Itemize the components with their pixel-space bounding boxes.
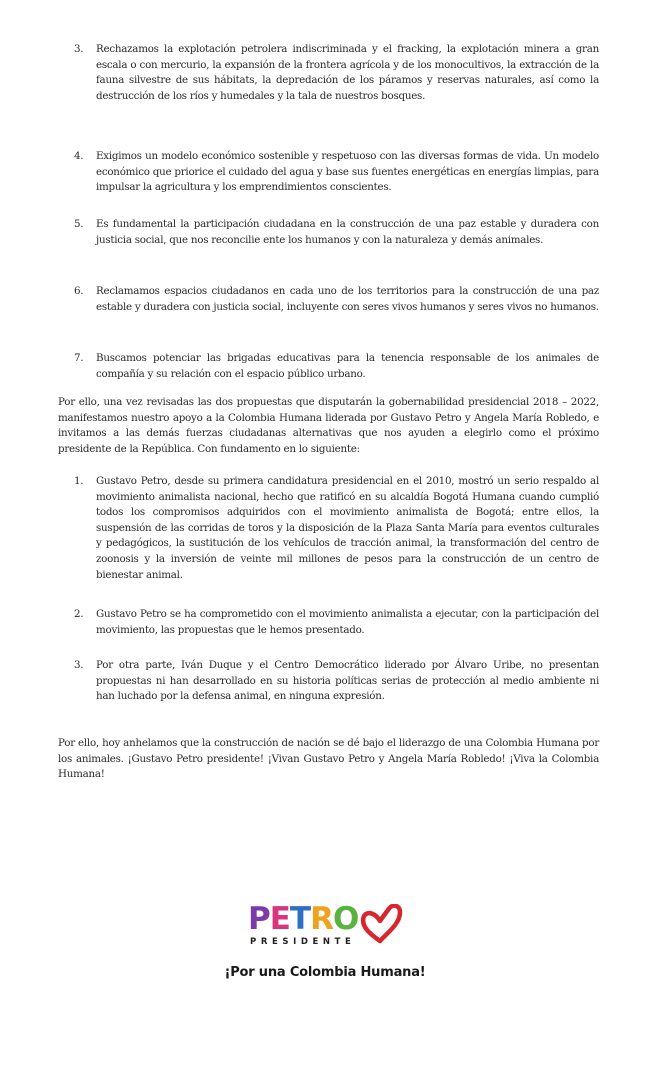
intro-paragraph: Por ello, una vez revisadas las dos propuestas que disputarán la gobernabilidad presidencial 2018 – 2022, manifestamos nuestro apoyo a la Colombia Humana liderada por Gustavo Petro y Angela María Robledo, e invitamos a las demás fuerzas ciudadanas alternativas que nos ayuden a elegirlo como el próximo presidente de la República. Con fundamento en lo siguiente: <box>58 396 599 455</box>
closing-paragraph: Por ello, hoy anhelamos que la construcción de nación se dé bajo el liderazgo de una Colombia Humana por los animales. ¡Gustavo Petro presidente! ¡Vivan Gustavo Petro y Angela María Robledo! ¡Viva la Colombia Humana! <box>58 737 599 781</box>
logo-letter: R <box>310 901 333 937</box>
list-item <box>74 658 599 705</box>
list-number: 1. <box>74 475 84 487</box>
list-item <box>74 284 599 315</box>
list-text: Gustavo Petro, desde su primera candidatura presidencial en el 2010, mostró un serio respaldo al movimiento animalista nacional, hecho que ratificó en su alcaldía Bogotá Humana cuando cumplió todos los compromisos adquiridos con el movimiento animalista de Bogotá; entre ellos, la suspensión de las corridas de toros y la disposición de la Plaza Santa María para eventos culturales y pedagógicos, la sustitución de los vehículos de tracción animal, la transformación del centro de zoonosis y la inversión de veinte mil millones de pesos para la construcción de un centro de bienestar animal. <box>96 475 599 581</box>
list-item <box>74 217 599 248</box>
list-item <box>74 42 599 104</box>
list-text: Buscamos potenciar las brigadas educativas para la tenencia responsable de los animales de compañía y su relación con el espacio público urbano. <box>96 352 599 380</box>
tagline: ¡Por una Colombia Humana! <box>224 965 426 980</box>
logo-subtitle: PRESIDENTE <box>250 937 356 947</box>
list-number: 3. <box>74 43 84 55</box>
list-item <box>74 149 599 196</box>
petro-presidente-logo <box>240 902 410 954</box>
logo-letter: P <box>248 901 270 937</box>
list-item <box>74 351 599 382</box>
logo-wordmark <box>248 902 358 936</box>
list-number: 6. <box>74 285 84 297</box>
list-text: Reclamamos espacios ciudadanos en cada uno de los territorios para la construcción de una paz estable y duradera con justicia social, incluyente con seres vivos humanos y seres vivos no humanos. <box>96 285 599 313</box>
list-text: Exigimos un modelo económico sostenible y respetuoso con las diversas formas de vida. Un modelo económico que priorice el cuidado del agua y base sus fuentes energéticas en energías limpias, para impulsar la agricultura y los emprendimientos conscientes. <box>96 150 599 194</box>
list-text: Gustavo Petro se ha comprometido con el movimiento animalista a ejecutar, con la participación del movimiento, las propuestas que le hemos presentado. <box>96 608 599 636</box>
logo-letter: T <box>289 901 311 937</box>
list-number: 3. <box>74 659 84 671</box>
list-text: Rechazamos la explotación petrolera indiscriminada y el fracking, la explotación minera a gran escala o con mercurio, la expansión de la frontera agrícola y de los monocultivos, la extracción de la fauna silvestre de sus hábitats, la depredación de los páramos y reservas naturales, así como la destrucción de los ríos y humedales y la tala de nuestros bosques. <box>96 43 599 102</box>
list-number: 5. <box>74 218 84 230</box>
list-text: Por otra parte, Iván Duque y el Centro Democrático liderado por Álvaro Uribe, no presentan propuestas ni han desarrollado en su historia políticas serias de protección al medio ambiente ni han luchado por la defensa animal, en ninguna expresión. <box>96 659 599 703</box>
list-number: 2. <box>74 608 84 620</box>
list-item <box>74 474 599 583</box>
list-text: Es fundamental la participación ciudadana en la construcción de una paz estable y duradera con justicia social, que nos reconcilie ente los humanos y con la naturaleza y demás animales. <box>96 218 599 246</box>
list-item <box>74 607 599 638</box>
logo-letter: E <box>269 901 290 937</box>
list-number: 4. <box>74 150 84 162</box>
list-number: 7. <box>74 352 84 364</box>
logo-letter: O <box>332 901 359 937</box>
